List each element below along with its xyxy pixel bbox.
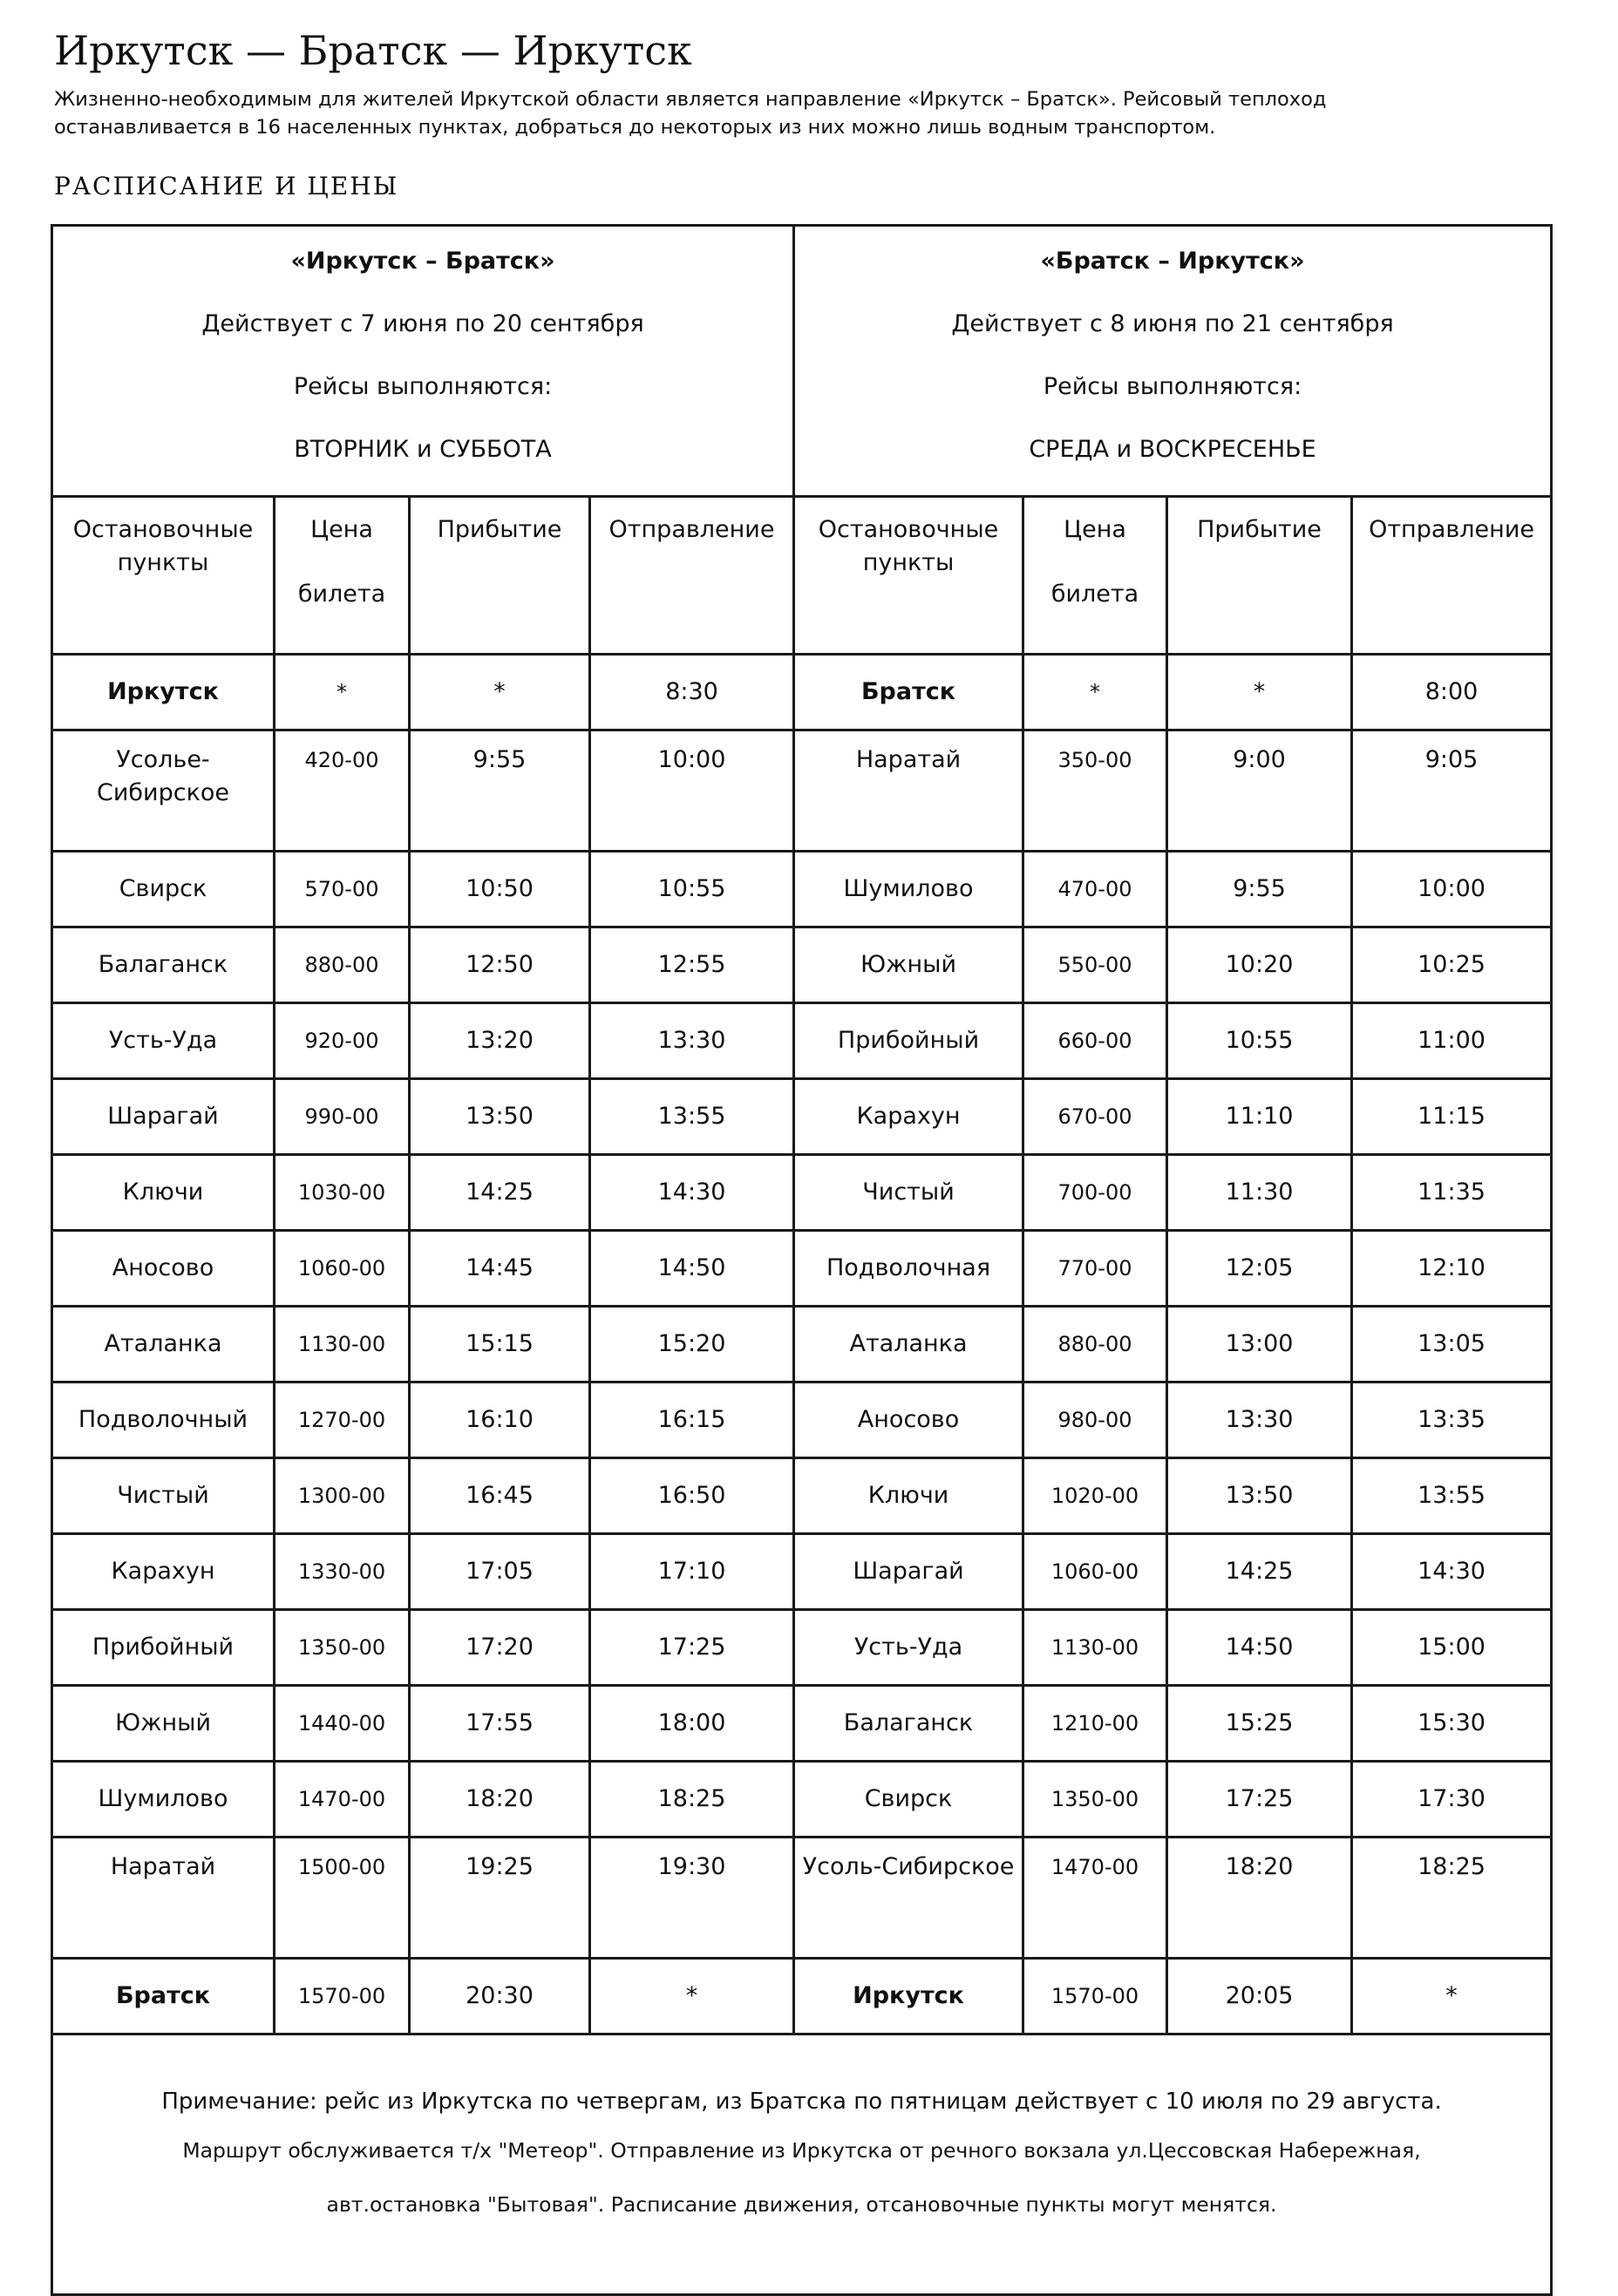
column-header-stop (52, 497, 275, 655)
departure-time-cell: 14:30 (590, 1155, 794, 1231)
column-header-departure: Отправление (1352, 497, 1552, 655)
price-cell: 1350-00 (1023, 1762, 1167, 1837)
stop-name-cell: Южный (52, 1686, 275, 1762)
departure-time-cell: 13:35 (1352, 1382, 1552, 1458)
table-row (52, 1003, 1552, 1079)
arrival-time-cell: 17:55 (410, 1686, 590, 1762)
departure-time-cell: 15:30 (1352, 1686, 1552, 1762)
departure-time-cell: 11:00 (1352, 1003, 1552, 1079)
table-row (52, 730, 1552, 852)
table-row (52, 1307, 1552, 1382)
departure-time-cell: 10:25 (1352, 927, 1552, 1003)
notes-body (52, 2034, 1552, 2295)
stop-name-cell: Ключи (794, 1458, 1023, 1534)
arrival-time-cell: 10:50 (410, 852, 590, 927)
column-header-arrival: Прибытие (410, 497, 590, 655)
arrival-time-cell: 13:50 (1167, 1458, 1352, 1534)
stop-name-cell: Усолье-Сибирское (52, 730, 275, 852)
column-header-row (52, 497, 1552, 655)
departure-time-cell: 17:10 (590, 1534, 794, 1610)
departure-time-cell: 18:25 (1352, 1837, 1552, 1959)
arrival-time-cell: 16:45 (410, 1458, 590, 1534)
price-cell: 990-00 (275, 1079, 410, 1155)
intro-line: Жизненно-необходимым для жителей Иркутской области является направление «Иркутск – Братск». Рейсовый теплоход (54, 88, 1327, 111)
price-cell: 700-00 (1023, 1155, 1167, 1231)
schedule-body (52, 226, 1552, 2034)
stop-name-cell: Чистый (52, 1458, 275, 1534)
arrival-time-cell: 10:20 (1167, 927, 1352, 1003)
column-header-price (275, 497, 410, 655)
departure-time-cell: 15:00 (1352, 1610, 1552, 1686)
table-row (52, 1610, 1552, 1686)
arrival-time-cell: 13:00 (1167, 1307, 1352, 1382)
departure-time-cell: 8:00 (1352, 655, 1552, 730)
arrival-time-cell: 11:10 (1167, 1079, 1352, 1155)
departure-time-cell: 10:55 (590, 852, 794, 927)
stop-name-cell: Подволочный (52, 1382, 275, 1458)
stop-name-cell: Наратай (794, 730, 1023, 852)
price-cell: 1020-00 (1023, 1458, 1167, 1534)
price-cell: 1210-00 (1023, 1686, 1167, 1762)
stop-name-cell: Чистый (794, 1155, 1023, 1231)
price-cell: 1500-00 (275, 1837, 410, 1959)
column-header-text: Цена (1064, 516, 1126, 543)
price-cell: 1060-00 (1023, 1534, 1167, 1610)
stop-name-cell: Карахун (52, 1534, 275, 1610)
arrival-time-cell: 10:55 (1167, 1003, 1352, 1079)
stop-name-cell: Карахун (794, 1079, 1023, 1155)
departure-time-cell: 17:30 (1352, 1762, 1552, 1837)
price-cell: 880-00 (1023, 1307, 1167, 1382)
table-row (52, 1079, 1552, 1155)
table-row (52, 1534, 1552, 1610)
arrival-time-cell: 20:30 (410, 1959, 590, 2034)
departure-time-cell: 13:55 (1352, 1458, 1552, 1534)
direction-period: Действует с 8 июня по 21 сентября (951, 310, 1394, 337)
stop-name-cell: Шарагай (794, 1534, 1023, 1610)
price-cell: 1570-00 (275, 1959, 410, 2034)
price-cell: 1570-00 (1023, 1959, 1167, 2034)
arrival-time-cell: 19:25 (410, 1837, 590, 1959)
stop-name-cell: Свирск (794, 1762, 1023, 1837)
column-header-stop (794, 497, 1023, 655)
section-title: РАСПИСАНИЕ И ЦЕНЫ (54, 172, 399, 200)
price-cell: 550-00 (1023, 927, 1167, 1003)
column-header-text: Цена (310, 516, 373, 543)
price-cell: 420-00 (275, 730, 410, 852)
stop-name-cell: Южный (794, 927, 1023, 1003)
stop-name-cell: Братск (52, 1959, 275, 2034)
stop-name-cell: Наратай (52, 1837, 275, 1959)
column-header-price (1023, 497, 1167, 655)
column-header-departure: Отправление (590, 497, 794, 655)
notes-row (52, 2034, 1552, 2295)
price-cell: 1330-00 (275, 1534, 410, 1610)
departure-time-cell: 14:50 (590, 1231, 794, 1307)
departure-time-cell: 11:35 (1352, 1155, 1552, 1231)
price-cell: 1060-00 (275, 1231, 410, 1307)
column-header-text: Остановочные (818, 516, 999, 543)
notes-cell (52, 2034, 1552, 2295)
column-header-text: билета (1050, 581, 1139, 608)
departure-time-cell: 9:05 (1352, 730, 1552, 852)
stop-name-cell: Иркутск (794, 1959, 1023, 2034)
direction-days: СРЕДА и ВОСКРЕСЕНЬЕ (1029, 436, 1316, 463)
price-cell: 570-00 (275, 852, 410, 927)
direction-return (794, 226, 1552, 497)
note-line: Примечание: рейс из Иркутска по четвергам, из Братска по пятницам действует с 10 июля по 29 августа. (161, 2089, 1442, 2115)
page-title: Иркутск — Братск — Иркутск (54, 27, 692, 74)
arrival-time-cell: * (1167, 655, 1352, 730)
table-row (52, 1458, 1552, 1534)
table-row (52, 655, 1552, 730)
departure-time-cell: 10:00 (1352, 852, 1552, 927)
stop-name-cell: Усть-Уда (52, 1003, 275, 1079)
column-header-text: Остановочные (72, 516, 254, 543)
arrival-time-cell: 9:00 (1167, 730, 1352, 852)
departure-time-cell: 13:55 (590, 1079, 794, 1155)
departure-time-cell: 15:20 (590, 1307, 794, 1382)
price-cell: 770-00 (1023, 1231, 1167, 1307)
departure-time-cell: 12:10 (1352, 1231, 1552, 1307)
arrival-time-cell: 11:30 (1167, 1155, 1352, 1231)
price-cell: 1470-00 (275, 1762, 410, 1837)
price-cell: 1300-00 (275, 1458, 410, 1534)
stop-name-cell: Усть-Уда (794, 1610, 1023, 1686)
stop-name-cell: Балаганск (794, 1686, 1023, 1762)
stop-name-cell: Аносово (52, 1231, 275, 1307)
intro-line: останавливается в 16 населенных пунктах, добраться до некоторых из них можно лишь водным транспортом. (54, 116, 1216, 139)
arrival-time-cell: 13:30 (1167, 1382, 1352, 1458)
table-row (52, 927, 1552, 1003)
stop-name-cell: Шумилово (52, 1762, 275, 1837)
departure-time-cell: * (1352, 1959, 1552, 2034)
price-cell: 470-00 (1023, 852, 1167, 927)
column-header-text: пункты (862, 549, 955, 576)
arrival-time-cell: 14:25 (410, 1155, 590, 1231)
note-line: Маршрут обслуживается т/х "Метеор". Отправление из Иркутска от речного вокзала ул.Цессовская Набережная, (182, 2138, 1421, 2163)
departure-time-cell: 13:05 (1352, 1307, 1552, 1382)
stop-name-cell: Братск (794, 655, 1023, 730)
arrival-time-cell: 15:25 (1167, 1686, 1352, 1762)
departure-time-cell: 14:30 (1352, 1534, 1552, 1610)
departure-time-cell: 19:30 (590, 1837, 794, 1959)
arrival-time-cell: 12:05 (1167, 1231, 1352, 1307)
price-cell: 660-00 (1023, 1003, 1167, 1079)
direction-title: «Иркутск – Братск» (290, 248, 555, 275)
arrival-time-cell: 17:20 (410, 1610, 590, 1686)
table-row (52, 852, 1552, 927)
table-row (52, 1762, 1552, 1837)
price-cell: * (275, 655, 410, 730)
price-cell: * (1023, 655, 1167, 730)
departure-time-cell: 13:30 (590, 1003, 794, 1079)
departure-time-cell: * (590, 1959, 794, 2034)
column-header-text: пункты (117, 549, 209, 576)
departure-time-cell: 11:15 (1352, 1079, 1552, 1155)
arrival-time-cell: 18:20 (1167, 1837, 1352, 1959)
price-cell: 1350-00 (275, 1610, 410, 1686)
price-cell: 920-00 (275, 1003, 410, 1079)
price-cell: 670-00 (1023, 1079, 1167, 1155)
price-cell: 1470-00 (1023, 1837, 1167, 1959)
note-line: авт.остановка "Бытовая". Расписание движения, отсановочные пункты могут менятся. (326, 2192, 1277, 2217)
arrival-time-cell: 13:50 (410, 1079, 590, 1155)
arrival-time-cell: 17:25 (1167, 1762, 1352, 1837)
arrival-time-cell: 16:10 (410, 1382, 590, 1458)
table-row (52, 1837, 1552, 1959)
departure-time-cell: 18:25 (590, 1762, 794, 1837)
arrival-time-cell: 13:20 (410, 1003, 590, 1079)
schedule-table (51, 224, 1553, 2296)
price-cell: 350-00 (1023, 730, 1167, 852)
stop-name-cell: Шумилово (794, 852, 1023, 927)
arrival-time-cell: 12:50 (410, 927, 590, 1003)
stop-name-cell: Иркутск (52, 655, 275, 730)
stop-name-cell: Ключи (52, 1155, 275, 1231)
column-header-text: билета (297, 581, 386, 608)
price-cell: 1270-00 (275, 1382, 410, 1458)
table-row (52, 1382, 1552, 1458)
arrival-time-cell: 9:55 (1167, 852, 1352, 927)
stop-name-cell: Аталанка (52, 1307, 275, 1382)
arrival-time-cell: 17:05 (410, 1534, 590, 1610)
arrival-time-cell: 20:05 (1167, 1959, 1352, 2034)
table-row (52, 1155, 1552, 1231)
price-cell: 980-00 (1023, 1382, 1167, 1458)
stop-name-cell: Аносово (794, 1382, 1023, 1458)
stop-name-cell: Шарагай (52, 1079, 275, 1155)
departure-time-cell: 10:00 (590, 730, 794, 852)
price-cell: 1130-00 (275, 1307, 410, 1382)
departure-time-cell: 16:50 (590, 1458, 794, 1534)
price-cell: 880-00 (275, 927, 410, 1003)
arrival-time-cell: 14:25 (1167, 1534, 1352, 1610)
stop-name-cell: Подволочная (794, 1231, 1023, 1307)
stop-name-cell: Усоль-Сибирское (794, 1837, 1023, 1959)
price-cell: 1130-00 (1023, 1610, 1167, 1686)
arrival-time-cell: 14:50 (1167, 1610, 1352, 1686)
arrival-time-cell: 18:20 (410, 1762, 590, 1837)
arrival-time-cell: 9:55 (410, 730, 590, 852)
arrival-time-cell: 14:45 (410, 1231, 590, 1307)
table-row (52, 1686, 1552, 1762)
direction-outbound (52, 226, 794, 497)
direction-title: «Братск – Иркутск» (1040, 248, 1305, 275)
direction-period: Действует с 7 июня по 20 сентября (201, 310, 644, 337)
departure-time-cell: 16:15 (590, 1382, 794, 1458)
stop-name-cell: Свирск (52, 852, 275, 927)
stop-name-cell: Балаганск (52, 927, 275, 1003)
price-cell: 1440-00 (275, 1686, 410, 1762)
arrival-time-cell: 15:15 (410, 1307, 590, 1382)
table-row (52, 1231, 1552, 1307)
arrival-time-cell: * (410, 655, 590, 730)
price-cell: 1030-00 (275, 1155, 410, 1231)
departure-time-cell: 18:00 (590, 1686, 794, 1762)
direction-header-row (52, 226, 1552, 497)
stop-name-cell: Прибойный (52, 1610, 275, 1686)
intro-paragraph (54, 85, 1553, 141)
table-row (52, 1959, 1552, 2034)
departure-time-cell: 12:55 (590, 927, 794, 1003)
stop-name-cell: Прибойный (794, 1003, 1023, 1079)
stop-name-cell: Аталанка (794, 1307, 1023, 1382)
column-header-arrival: Прибытие (1167, 497, 1352, 655)
direction-days-label: Рейсы выполняются: (1043, 373, 1302, 400)
direction-days-label: Рейсы выполняются: (293, 373, 553, 400)
departure-time-cell: 8:30 (590, 655, 794, 730)
direction-days: ВТОРНИК и СУББОТА (294, 436, 552, 463)
departure-time-cell: 17:25 (590, 1610, 794, 1686)
